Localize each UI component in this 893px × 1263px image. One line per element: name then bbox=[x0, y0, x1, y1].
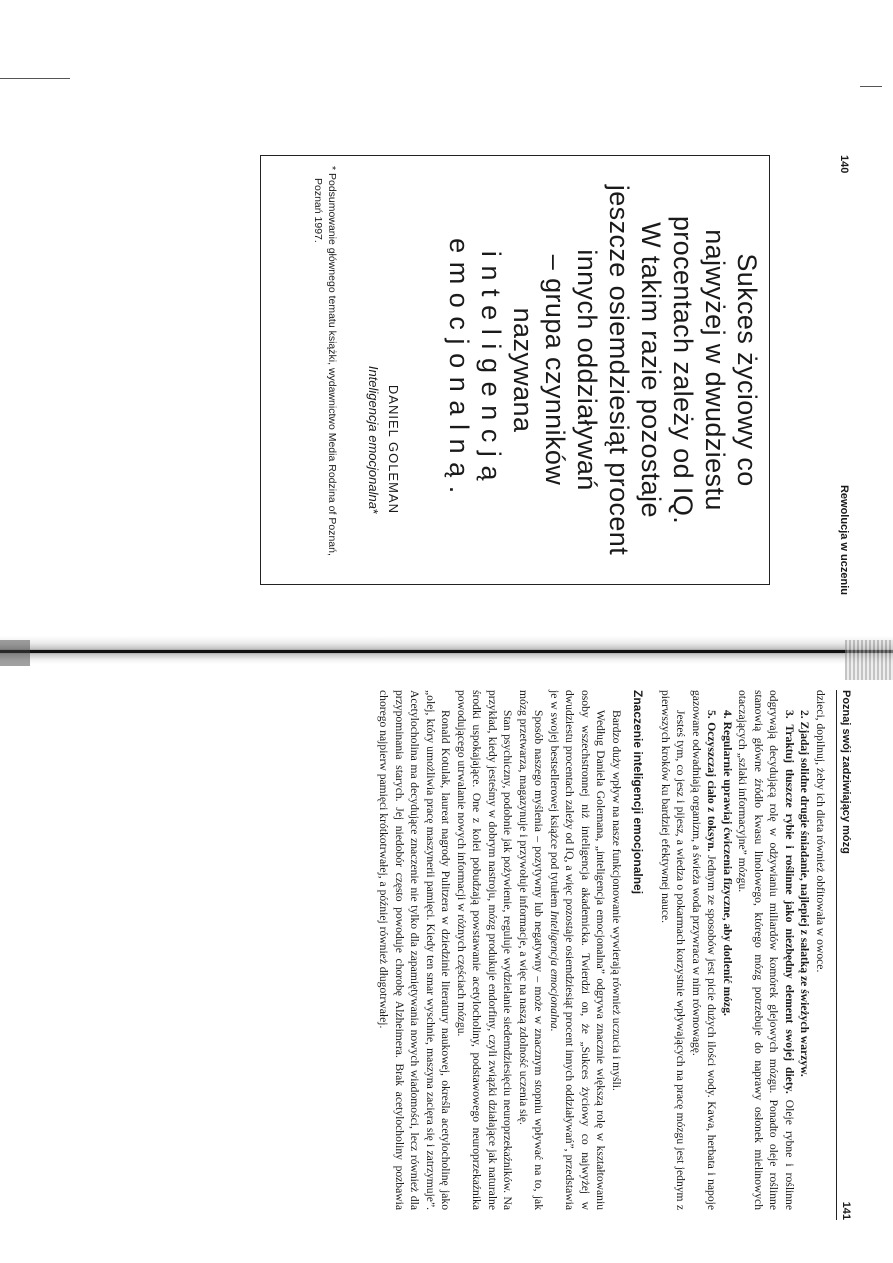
page-number: 141 bbox=[840, 1201, 852, 1220]
list-item bbox=[720, 690, 736, 1210]
footnote: * Podsumowanie głównego tematu książki, wydawnictwo Media Rodzina of Poznań, Poznań 1997. bbox=[312, 166, 338, 556]
quote-emphasis: inteligencją emocjonalną. bbox=[444, 238, 506, 502]
paragraph: Ronald Kotulak, laureat nagrody Pulitzera w dziedzinie literatury naukowej, określa acetylocholinę jako „olej, który umożliwia pracę maszynerii pamięci. Kiedy ten smar wyschnie, maszyna zacięra się i zatrzymuje”. Acetylocholina ma decydujące znaczenie nie tylko dla zapamiętywania nowych wiadomości, lecz również dla przypominania starych. Jej niedobór często powoduje chorobę Alzheimera. Brak acetylocholiny pozbawia chorego najpierw pamięci krótkotrwałej, a później również długotrwałej. bbox=[377, 690, 453, 1210]
book-title: Inteligencja emocjonalna. bbox=[548, 910, 561, 1032]
page-number: 140 bbox=[838, 155, 850, 174]
paragraph: Sposób naszego myślenia – pozytywny lub negatywny – może w znacznym stopniu wpływać na to, jak mózg przetwarza, magazynuje i przywołuje informacje, a więc na naszą zdolność uczenia się. bbox=[517, 690, 546, 1210]
running-header bbox=[836, 690, 852, 1220]
scan-artifact-line bbox=[860, 86, 882, 87]
quote-text: Sukces życiowy co najwyżej w dwudziestu procentach zależy od IQ. W takim razie pozostaje jeszcze osiemdziesiąt procent innych oddziaływań – grupa czynników nazywana bbox=[508, 184, 762, 556]
list-item bbox=[797, 690, 813, 1210]
book-title bbox=[363, 166, 383, 514]
paragraph: dzieci, dopilnuj, żeby ich dieta również obfitowała w owoce. bbox=[814, 690, 827, 973]
page-body bbox=[376, 690, 828, 1210]
list-item-heading: 2. Zjadaj solidne drugie śniadanie, najlepiej z sałatką ze świeżych warzyw. bbox=[798, 710, 812, 1077]
paragraph: Stan psychiczny, podobnie jak pożywienie, reguluje wydzielanie siedemdziesięciu neuroprzekaźników. Na przykład, kiedy jesteśmy w dobrym nastroju, mózg produkuje endorfiny, czyli związki działające jak naturalne środki uspokajające. One z kolei pobudzają powstawanie acetylocholiny, podstawowego neuroprzekaźnika powodującego utrwalanie nowych informacji w różnych częściach mózgu. bbox=[455, 690, 515, 1210]
paragraph-text: Według Daniela Golemana, „inteligencja emocjonalna” odgrywa znacznie większą rolę w kształtowaniu osoby wszechstronnej niż inteligencja akademicka. Twierdzi on, że „Sukces życiowy co najwyżej w dwudziestu procentach zależy od IQ, a więc pozostaje osiemdziesiąt procent innych oddziaływań”, przedstawia je w swojej bestsellerowej książce pod tytułem bbox=[548, 690, 608, 1210]
book-spine-edge-right bbox=[845, 640, 893, 680]
list-item-text: Oleje rybne i roślinne odgrywają decydującą rolę w odżywianiu miliardów komórek glejowych mózgu. Ponadto oleje roślinne stanowią główne źródło kwasu linolowego, którego mózg potrzebuje do naprawy osłonek mielinowych otaczających „szlaki informacyjne” mózgu. bbox=[736, 690, 796, 1211]
book-spine-line bbox=[0, 650, 893, 653]
page-141 bbox=[52, 690, 852, 1230]
list-item-heading: 5. Oczyszczaj ciało z toksyn. bbox=[705, 710, 719, 852]
scan-artifact-line bbox=[0, 78, 70, 79]
quote-attribution bbox=[363, 166, 403, 514]
list-item-heading: 3. Traktuj tłuszcze rybie i roślinne jako niezbędny element swojej diety. bbox=[783, 710, 796, 1094]
quote-box bbox=[260, 155, 770, 585]
book-spine-edge-left bbox=[0, 640, 30, 666]
list-item-heading: 4. Regularnie uprawiaj ćwiczenia fizyczne, aby dotlenić mózg. bbox=[721, 710, 734, 1016]
author-name: DANIEL GOLEMAN bbox=[386, 384, 401, 514]
list-item bbox=[689, 690, 720, 1210]
running-header bbox=[835, 155, 850, 595]
section-heading: Znaczenie inteligencji emocjonalnej bbox=[631, 690, 646, 895]
book-title-text: Inteligencja emocjonalna bbox=[366, 365, 381, 509]
paragraph: Jesteś tym, co jesz i pijesz, a wiedza o pokarmach korzystnie wpływających na pracę mózgu jest jednym z pierwszych kroków ku bardziej efektywnej nauce. bbox=[659, 690, 688, 1210]
running-head-title: Rewolucja w uczeniu bbox=[838, 484, 850, 595]
paragraph: Bardzo duży wpływ na nasze funkcjonowanie wywierają również uczucia i myśli. bbox=[610, 710, 623, 1091]
list-item-text: Jednym ze sposobów jest picie dużych ilości wody. Kawa, herbata i napoje gazowane odwadniają organizm, a świeża woda przywraca w nim równowagę. bbox=[690, 690, 719, 1210]
page-140 bbox=[50, 155, 850, 625]
list-item bbox=[735, 690, 797, 1210]
footnote-marker: * bbox=[366, 508, 381, 514]
running-head-title: Poznaj swój zadziwiający mózg bbox=[840, 690, 852, 854]
paragraph bbox=[547, 690, 609, 1210]
